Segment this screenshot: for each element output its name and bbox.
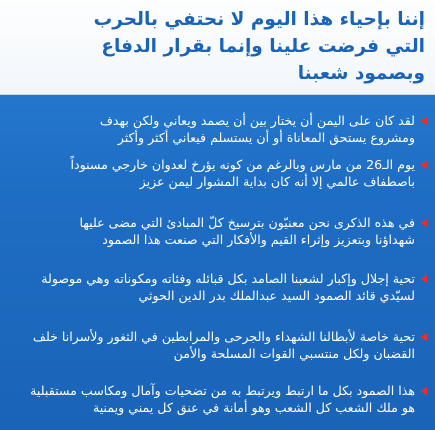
list-item — [10, 382, 427, 416]
list-item-text: تحية إجلال وإكبار لشعبنا الصامد بكل قبائله وفئاته ومكوناته وهي موصولة لسيّدي قائد الصمود السيد عبدالملك بدر الدين الحوثي — [41, 271, 415, 303]
list-item — [10, 270, 427, 304]
headline-line: وبصمود شعبنا — [297, 63, 425, 84]
list-item-text: تحية خاصة لأبطالنا الشهداء والجرحى والمرابطين في الثغور ولأسرانا خلف القضبان ولكل منتسبي القوات المسلحة والأمن — [32, 329, 415, 361]
red-triangle-icon — [420, 387, 427, 395]
list-item-text: يوم الـ26 من مارس وبالرغم من كونه يؤرخ لعدوان خارجي مسنوداً باصطفاف عالمي إلا أنه كان بداية المشوار ليمن عزيز — [70, 157, 415, 189]
list-item-text: هذا الصمود بكل ما ارتبط ويرتبط به من تضحيات وآمال ومكاسب مستقبلية هو ملك الشعب كل الشعب وهو أمانة في عنق كل يمني ويمنية — [30, 383, 415, 415]
list-item — [10, 112, 427, 146]
headline-line: إننا بإحياء هذا اليوم لا نحتفي بالحرب — [93, 9, 425, 30]
list-item — [10, 156, 427, 190]
points-list — [0, 100, 435, 430]
list-item-text: في هذه الذكرى نحن معنيّون بترسيخ كلّ المبادئ التي مضى عليها شهداؤنا وبتعزيز وإثراء القيم والأفكار التي صنعت هذا الصمود — [79, 215, 415, 247]
red-triangle-icon — [420, 219, 427, 227]
headline-band — [0, 0, 435, 95]
list-item-text: لقد كان على اليمن أن يختار بين أن يصمد ويعاني ولكن بهدف ومشروع يستحق المعاناة أو أن يستسلم فيعاني أكثر وأكثر — [99, 113, 415, 145]
headline — [10, 6, 425, 87]
red-triangle-icon — [420, 275, 427, 283]
headline-line: التي فرضت علينا وإنما بقرار الدفاع — [101, 36, 425, 57]
red-triangle-icon — [420, 117, 427, 125]
red-triangle-icon — [420, 161, 427, 169]
list-item — [10, 214, 427, 248]
red-triangle-icon — [420, 333, 427, 341]
list-item — [10, 328, 427, 362]
